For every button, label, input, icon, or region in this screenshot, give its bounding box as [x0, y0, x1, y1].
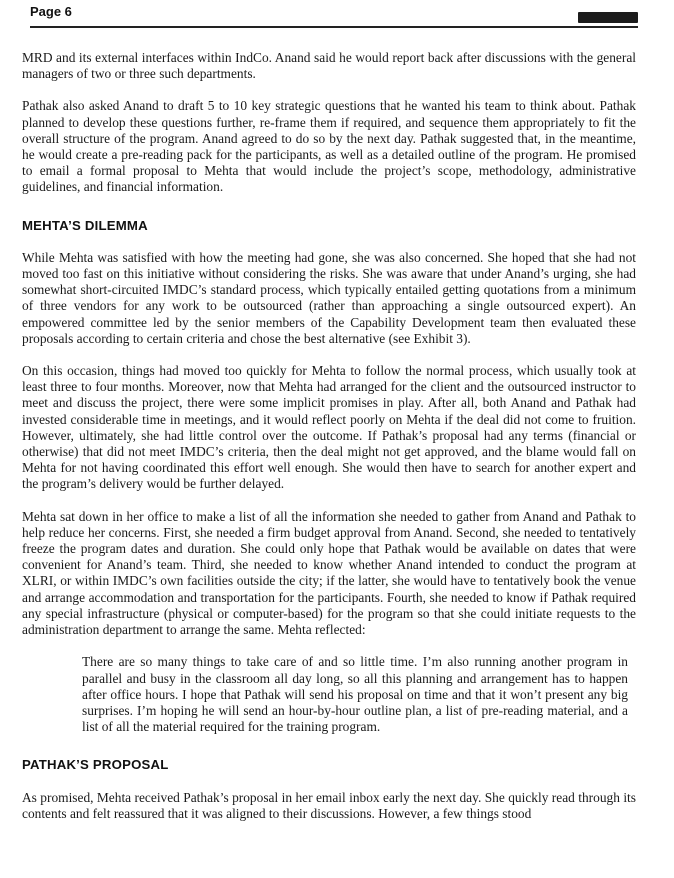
block-quote: There are so many things to take care of and so little time. I’m also running another program in parallel and busy in the classroom all day long, so all this planning and arrangement has to happen after office hours. I hope that Pathak will send his proposal on time and that it won’t present any big surprises. I’m hoping he will send an hour-by-hour outline plan, a list of pre-reading material, and a list of all the material required for the training program. — [82, 654, 628, 735]
page-header — [30, 4, 638, 24]
paragraph-3: While Mehta was satisfied with how the meeting had gone, she was also concerned. She hoped that she had not moved too fast on this initiative without considering the risks. She was aware that under Anand’s urging, she had somewhat short-circuited IMDC’s standard process, which typically entailed getting quotations from a minimum of three vendors for any work to be outsourced (rather than approaching a single outsourced expert). An empowered committee led by the senior members of the Capability Development team then evaluated these proposals according to certain criteria and chose the best alternative (see Exhibit 3). — [22, 249, 636, 346]
paragraph-5: Mehta sat down in her office to make a list of all the information she needed to gather from Anand and Pathak to help reduce her concerns. First, she needed a firm budget approval from Anand. Second, she needed to tentatively freeze the program dates and duration. She could only hope that Pathak would be available on dates that were convenient for Anand’s team. Third, she needed to know whether Anand intended to conduct the program at XLRI, or within IMDC’s own facilities outside the city; if the latter, she would have to tentatively book the venue and arrange accommodation and transportation for the participants. Fourth, she needed to know if Pathak required any special infrastructure (physical or computer-based) for the program so that she could initiate requests to the administration department to arrange the same. Mehta reflected: — [22, 508, 636, 638]
header-rule — [30, 26, 638, 28]
document-body — [22, 50, 636, 838]
section-heading-pathaks-proposal: PATHAK’S PROPOSAL — [22, 757, 169, 773]
paragraph-6: As promised, Mehta received Pathak’s proposal in her email inbox early the next day. She quickly read through its contents and felt reassured that it was aligned to their discussions. However, a few things stood — [22, 789, 636, 821]
section-heading-mehtas-dilemma: MEHTA’S DILEMMA — [22, 217, 148, 233]
paragraph-4: On this occasion, things had moved too quickly for Mehta to follow the normal process, which usually took at least three to four months. Moreover, now that Mehta had arranged for the client and the outsourced instructor to meet and discuss the project, there were some implicit promises in play. After all, both Anand and Pathak had invested considerable time in meetings, and it would reflect poorly on Mehta if the deal did not come to fruition. However, ultimately, she had little control over the outcome. If Pathak’s proposal had any terms (financial or otherwise) that did not meet IMDC’s criteria, then the deal might not get approved, and the blame would fall on Mehta for not having coordinated this effort well enough. She would then have to search for another expert and the program’s delivery would be further delayed. — [22, 363, 636, 492]
paragraph-2: Pathak also asked Anand to draft 5 to 10 key strategic questions that he wanted his team to think about. Pathak planned to develop these questions further, re-frame them if required, and sequence them appropriately to fit the overall structure of the program. Anand agreed to do so by the next day. Pathak suggested that, in the meantime, he would create a pre-reading pack for the participants, as well as a detailed outline of the program. He promised to email a formal proposal to Mehta that would include the project’s scope, methodology, administrative guidelines, and financial information. — [22, 98, 636, 195]
redaction-bar — [578, 12, 638, 23]
paragraph-1: MRD and its external interfaces within IndCo. Anand said he would report back after discussions with the general managers of two or three such departments. — [22, 50, 636, 82]
page-number: Page 6 — [30, 4, 72, 19]
